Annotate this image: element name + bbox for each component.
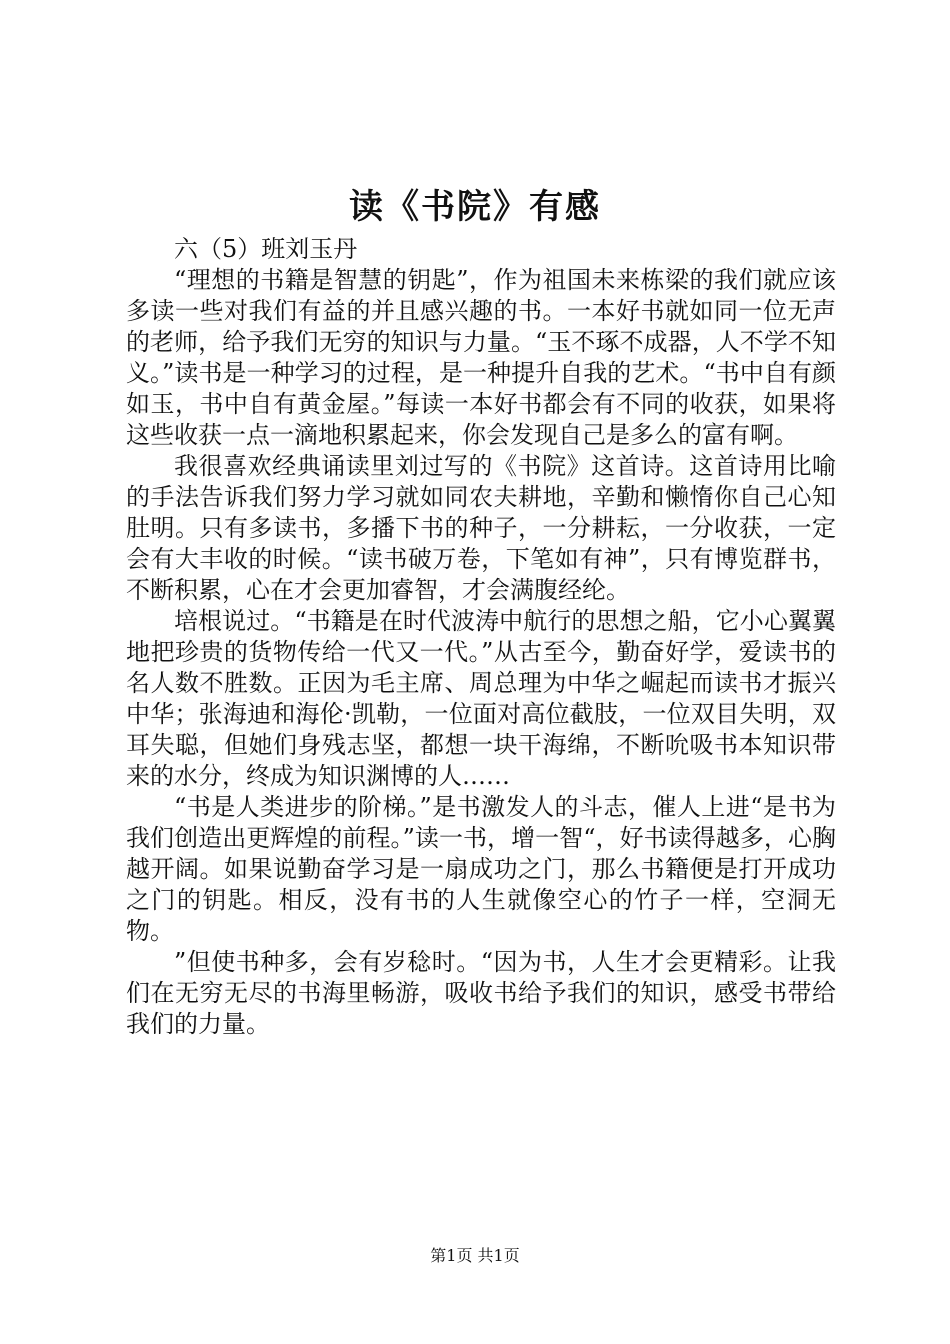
page-footer: 第1页 共1页 [430, 1246, 520, 1265]
document-title: 读《书院》有感 [349, 187, 601, 227]
paragraph-2: 我很喜欢经典诵读里刘过写的《书院》这首诗。这首诗用比喻的手法告诉我们努力学习就如同农夫耕地，辛勤和懒惰你自己心知肚明。只有多读书，多播下书的种子，一分耕耘，一分收获，一定会有大丰收的时候。“读书破万卷，下笔如有神”，只有博览群书，不断积累，心在才会更加睿智，才会满腹经纶。 [126, 452, 836, 604]
document-body [126, 234, 836, 1040]
paragraph-4: “书是人类进步的阶梯。”是书激发人的斗志，催人上进“是书为我们创造出更辉煌的前程。”读一书，增一智“，好书读得越多，心胸越开阔。如果说勤奋学习是一扇成功之门，那么书籍便是打开成功之门的钥匙。相反，没有书的人生就像空心的竹子一样，空洞无物。 [126, 793, 836, 945]
paragraph-3: 培根说过。“书籍是在时代波涛中航行的思想之船，它小心翼翼地把珍贵的货物传给一代又一代。”从古至今，勤奋好学，爱读书的名人数不胜数。正因为毛主席、周总理为中华之崛起而读书才振兴中华；张海迪和海伦·凯勒，一位面对高位截肢，一位双目失明，双耳失聪，但她们身残志坚，都想一块干海绵，不断吮吸书本知识带来的水分，终成为知识渊博的人…… [126, 607, 836, 790]
author-line: 六（5）班刘玉丹 [174, 235, 358, 263]
paragraph-5: ”但使书种多，会有岁稔时。“因为书，人生才会更精彩。让我们在无穷无尽的书海里畅游，吸收书给予我们的知识，感受书带给我们的力量。 [126, 948, 836, 1038]
paragraph-1: “理想的书籍是智慧的钥匙”，作为祖国未来栋梁的我们就应该多读一些对我们有益的并且感兴趣的书。一本好书就如同一位无声的老师，给予我们无穷的知识与力量。“玉不琢不成器，人不学不知义。”读书是一种学习的过程，是一种提升自我的艺术。“书中自有颜如玉，书中自有黄金屋。”每读一本好书都会有不同的收获，如果将这些收获一点一滴地积累起来，你会发现自己是多么的富有啊。 [126, 266, 836, 449]
